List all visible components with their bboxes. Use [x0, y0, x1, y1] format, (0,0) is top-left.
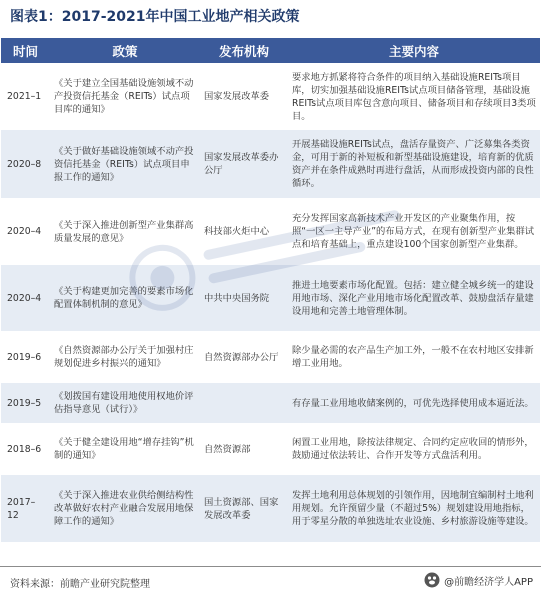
row-policy: 《关于健全建设用地“增存挂钩”机制的通知》 [50, 423, 200, 475]
row-policy: 《关于深入推进创新型产业集群高质量发展的意见》 [50, 198, 200, 265]
brand-logo-icon [424, 572, 440, 588]
row-org: 科技部火炬中心 [200, 198, 288, 265]
row-org [200, 383, 288, 423]
table-header-row [1, 38, 540, 63]
row-content: 除少量必需的农产品生产加工外，一般不在农村地区安排新增工业用地。 [288, 331, 540, 383]
row-content: 推进土地要素市场化配置。包括：建立健全城乡统一的建设用地市场、深化产业用地市场化配置改革、鼓励盘活存量建设用地和完善土地管理体制。 [288, 265, 540, 331]
row-content: 要求地方抓紧将符合条件的项目纳入基础设施REITs项目库，切实加强基础设施REITs试点项目储备管理，基础设施REITs试点项目库包含意向项目、储备项目和存续项目3类项目。 [288, 63, 540, 130]
row-org: 自然资源部办公厅 [200, 331, 288, 383]
row-policy: 《自然资源部办公厅关于加强村庄规划促进乡村振兴的通知》 [50, 331, 200, 383]
source-note: 资料来源：前瞻产业研究院整理 [10, 579, 150, 590]
row-org: 中共中央国务院 [200, 265, 288, 331]
row-time: 2021–1 [1, 63, 50, 130]
row-time: 2019–5 [1, 383, 50, 423]
header-content: 主要内容 [288, 38, 540, 63]
table-row [1, 475, 540, 542]
row-content: 闲置工业用地，除按法律规定、合同约定应收回的情形外，鼓励通过依法转让、合作开发等方式盘活利用。 [288, 423, 540, 475]
row-org: 国家发展改革委 [200, 63, 288, 130]
footer [0, 566, 541, 597]
row-org: 国土资源部、国家发展改革委 [200, 475, 288, 542]
row-time: 2020–8 [1, 130, 50, 198]
table-row [1, 198, 540, 265]
row-content: 发挥土地利用总体规划的引领作用，因地制宜编制村土地利用规划。允许预留少量（不超过5%）规划建设用地指标，用于零星分散的单独选址农业设施、乡村旅游设施等建设。 [288, 475, 540, 542]
row-policy: 《划拨国有建设用地使用权地价评估指导意见（试行）》 [50, 383, 200, 423]
header-org: 发布机构 [200, 38, 288, 63]
brand-credit [424, 572, 533, 588]
row-policy: 《关于构建更加完善的要素市场化配置体制机制的意见》 [50, 265, 200, 331]
policy-table [1, 38, 540, 542]
row-content: 开展基础设施REITs试点，盘活存量资产、广泛募集各类资金，可用于新的补短板和新型基础设施建设，培育新的优质资产并在条件成熟时再进行盘活，从而形成投资内部的良性循环。 [288, 130, 540, 198]
header-time: 时间 [1, 38, 50, 63]
chart-title: 图表1：2017-2021年中国工业地产相关政策 [10, 9, 300, 25]
row-policy: 《关于做好基础设施领域不动产投资信托基金（REITs）试点项目申报工作的通知》 [50, 130, 200, 198]
table-row [1, 383, 540, 423]
table-row [1, 423, 540, 475]
table-row [1, 331, 540, 383]
row-org: 自然资源部 [200, 423, 288, 475]
row-time: 2018–6 [1, 423, 50, 475]
row-policy: 《关于深入推进农业供给侧结构性改革做好农村产业融合发展用地保障工作的通知》 [50, 475, 200, 542]
header-policy: 政策 [50, 38, 200, 63]
row-content: 充分发挥国家高新技术产业开发区的产业聚集作用，按照“一区一主导产业”的布局方式，在现有创新型产业集群试点和培育基础上，重点建设100个国家创新型产业集群。 [288, 198, 540, 265]
row-content: 有存量工业用地收储案例的，可优先选择使用成本逼近法。 [288, 383, 540, 423]
row-time: 2020–4 [1, 265, 50, 331]
row-time: 2017–12 [1, 475, 50, 542]
brand-text: @前瞻经济学人APP [444, 576, 533, 588]
row-policy: 《关于建立全国基础设施领域不动产投资信托基金（REITs）试点项目库的通知》 [50, 63, 200, 130]
row-org: 国家发展改革委办公厅 [200, 130, 288, 198]
row-time: 2020–4 [1, 198, 50, 265]
row-time: 2019–6 [1, 331, 50, 383]
table-row [1, 265, 540, 331]
table-row [1, 130, 540, 198]
table-row [1, 63, 540, 130]
